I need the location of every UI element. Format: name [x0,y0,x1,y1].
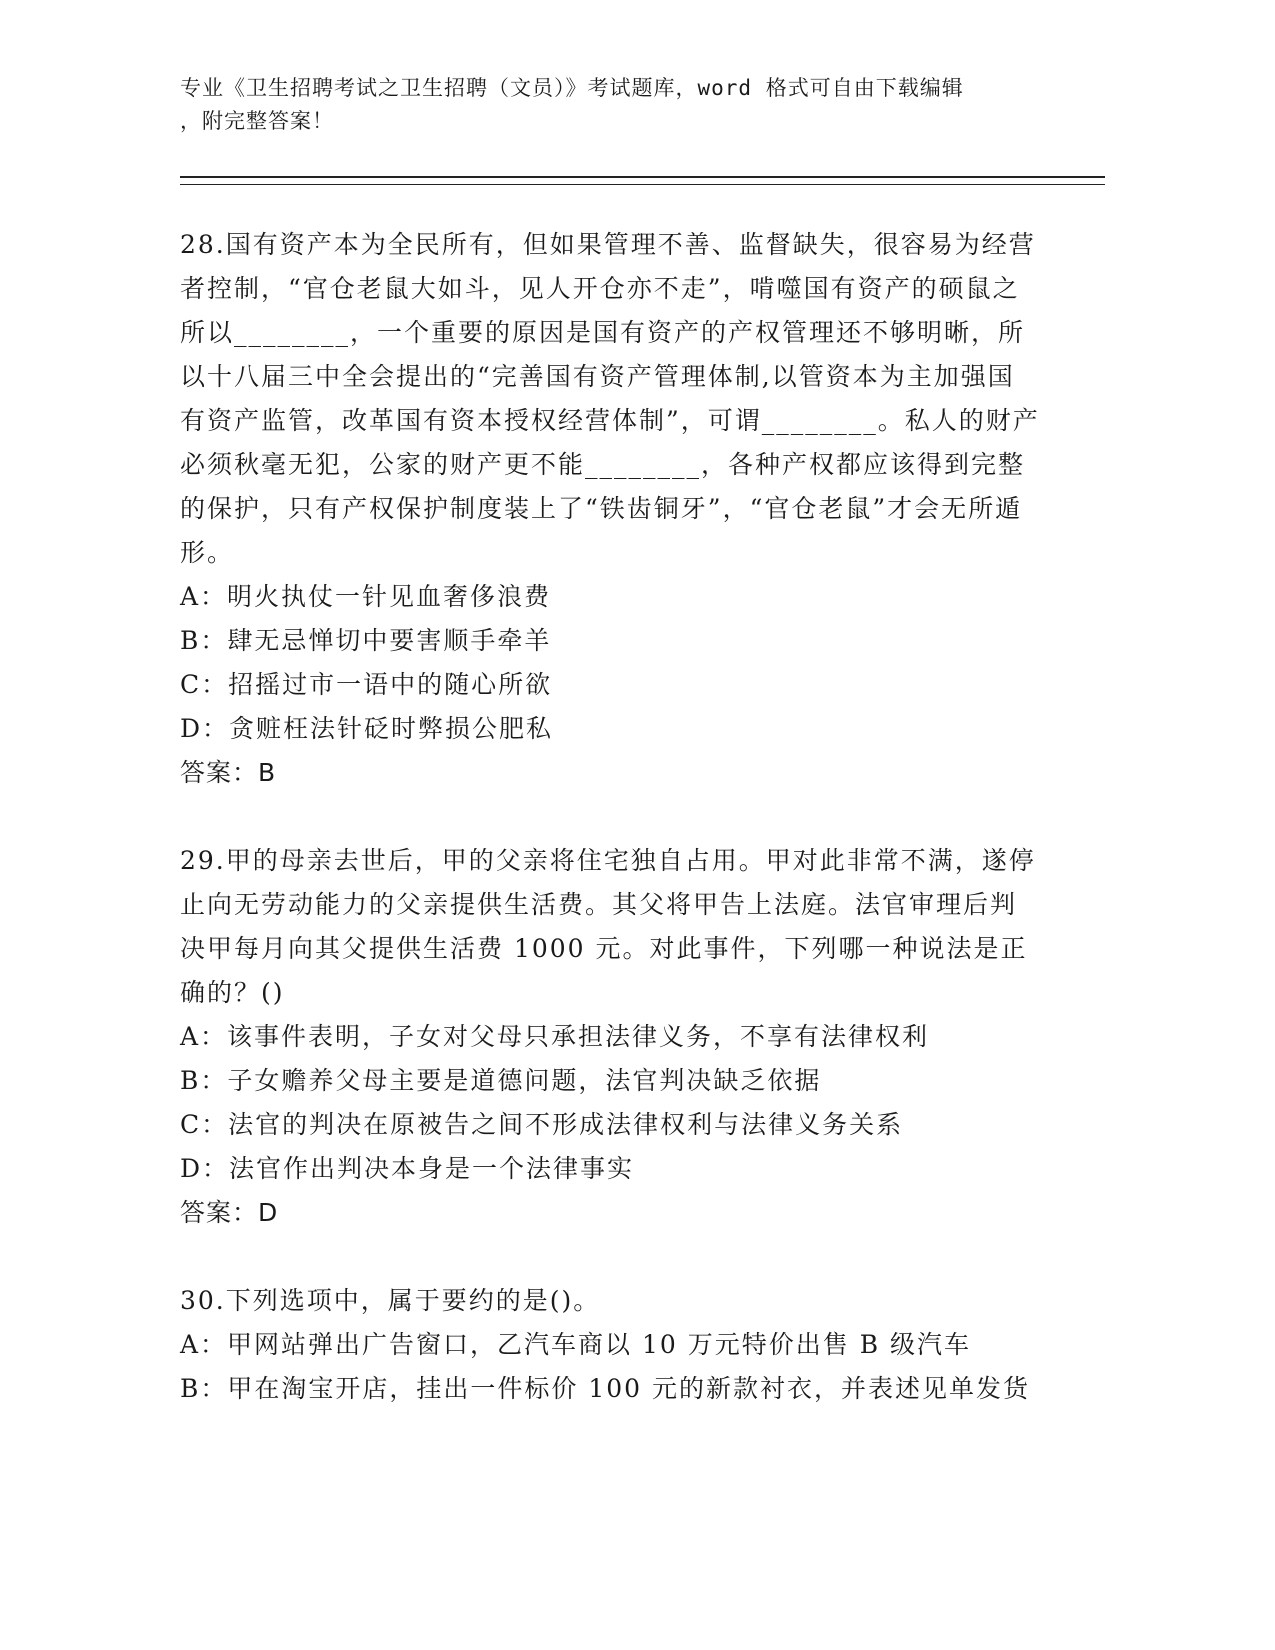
document-header [180,72,1030,138]
question-text: 30.下列选项中，属于要约的是()。 [180,1286,601,1315]
option-c: C：招摇过市一语中的随心所欲 [180,670,553,699]
spacer [180,795,1040,839]
header-divider [180,176,1105,185]
option-a: A：甲网站弹出广告窗口，乙汽车商以 10 万元特价出售 B 级汽车 [180,1330,972,1359]
answer: 答案：B [180,758,277,787]
option-b: B：甲在淘宝开店，挂出一件标价 100 元的新款衬衣，并表述见单发货 [180,1374,1030,1403]
spacer [180,1235,1040,1279]
option-d: D：贪赃枉法针砭时弊损公肥私 [180,714,554,743]
question-text: 28.国有资产本为全民所有，但如果管理不善、监督缺失，很容易为经营者控制，“官仓老鼠大如斗，见人开仓亦不走”，啃噬国有资产的硕鼠之所以________，一个重要的原因是国有资产的产权管理还不够明晰，所以十八届三中全会提出的“完善国有资产管理体制,以管资本为主加强国有资产监管，改革国有资本授权经营体制”，可谓________。私人的财产必须秋毫无犯，公家的财产更不能________，各种产权都应该得到完整的保护，只有产权保护制度装上了“铁齿铜牙”，“官仓老鼠”才会无所遁形。 [180,230,1040,567]
option-b: B：肆无忌惮切中要害顺手牵羊 [180,626,552,655]
option-b: B：子女赡养父母主要是道德问题，法官判决缺乏依据 [180,1066,822,1095]
question-28 [180,223,1040,795]
question-list [180,223,1040,1411]
question-30 [180,1279,1040,1411]
answer: 答案：D [180,1198,279,1227]
option-a: A：该事件表明，子女对父母只承担法律义务，不享有法律权利 [180,1022,930,1051]
option-c: C：法官的判决在原被告之间不形成法律权利与法律义务关系 [180,1110,904,1139]
question-29 [180,839,1040,1235]
option-a: A：明火执仗一针见血奢侈浪费 [180,582,552,611]
question-text: 29.甲的母亲去世后，甲的父亲将住宅独自占用。甲对此非常不满，遂停止向无劳动能力的父亲提供生活费。其父将甲告上法庭。法官审理后判决甲每月向其父提供生活费 1000 元。对此事件，下列哪一种说法是正确的？() [180,846,1036,1007]
option-d: D：法官作出判决本身是一个法律事实 [180,1154,635,1183]
header-line-1: 专业《卫生招聘考试之卫生招聘（文员）》考试题库，word 格式可自由下载编辑 [180,76,964,100]
header-line-2: ，附完整答案！ [180,109,334,133]
